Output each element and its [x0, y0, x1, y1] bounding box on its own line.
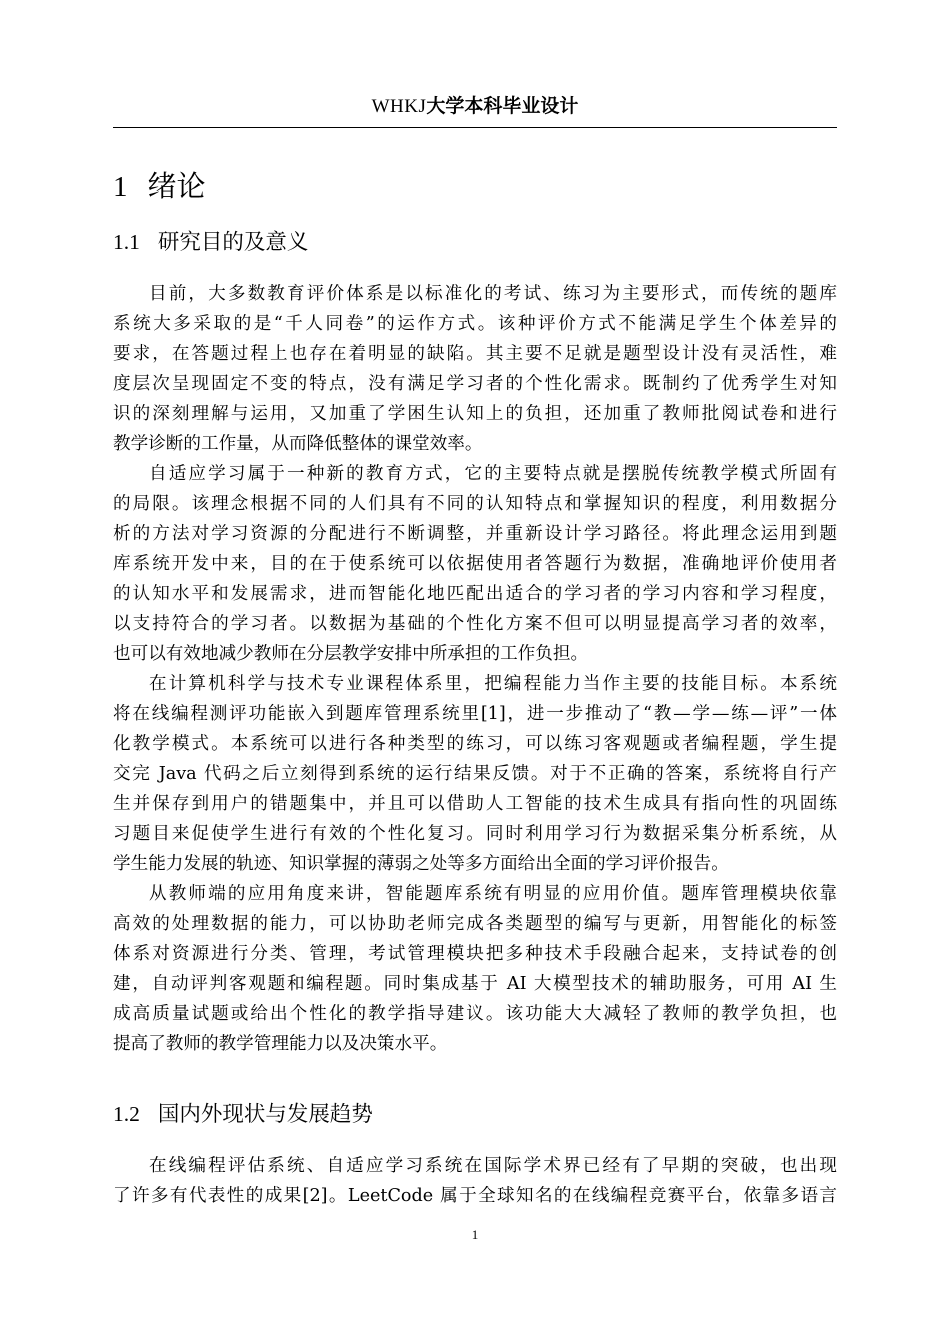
chapter-title: 绪论	[147, 169, 206, 203]
header-rule	[113, 127, 837, 128]
paragraph-line: 识的深刻理解与运用，又加重了学困生认知上的负担，还加重了教师批阅试卷和进行	[113, 404, 837, 424]
paragraph-line: 的认知水平和发展需求，进而智能化地匹配出适合的学习者的学习内容和学习程度，	[113, 584, 837, 604]
paragraph-line: 体系对资源进行分类、管理，考试管理模块把多种技术手段融合起来，支持试卷的创	[113, 944, 837, 964]
chapter-heading	[113, 166, 206, 207]
paragraph-line: 将在线编程测评功能嵌入到题库管理系统里[1]，进一步推动了“教—学—练—评”一体	[113, 704, 837, 724]
running-header	[113, 93, 837, 120]
paragraph-line: 在计算机科学与技术专业课程体系里，把编程能力当作主要的技能目标。本系统	[149, 674, 837, 694]
paragraph-line: 析的方法对学习资源的分配进行不断调整，并重新设计学习路径。将此理念运用到题	[113, 524, 837, 544]
paragraph-line: 教学诊断的工作量，从而降低整体的课堂效率。	[113, 434, 483, 454]
section-number: 1.2	[113, 1102, 140, 1126]
section-heading-1-2	[113, 1099, 373, 1130]
page-number: 1	[471, 1227, 479, 1242]
paragraph	[113, 459, 837, 669]
paragraph-line: 的局限。该理念根据不同的人们具有不同的认知特点和掌握知识的程度，利用数据分	[113, 494, 837, 514]
chapter-number: 1	[113, 171, 128, 203]
paragraph	[113, 669, 837, 879]
paragraph-line: 生并保存到用户的错题集中，并且可以借助人工智能的技术生成具有指向性的巩固练	[113, 794, 837, 814]
paragraph-line: 要求，在答题过程上也存在着明显的缺陷。其主要不足就是题型设计没有灵活性，难	[113, 344, 837, 364]
paragraph-line: 建，自动评判客观题和编程题。同时集成基于 AI 大模型技术的辅助服务，可用 AI 生	[113, 974, 837, 994]
paragraph-line: 从教师端的应用角度来讲，智能题库系统有明显的应用价值。题库管理模块依靠	[149, 884, 837, 904]
section-title: 国内外现状与发展趋势	[157, 1102, 373, 1127]
paragraph-line: 系统大多采取的是“千人同卷”的运作方式。该种评价方式不能满足学生个体差异的	[113, 314, 837, 334]
section-1-2-body	[113, 1151, 837, 1211]
header-latin: WHKJ	[371, 96, 427, 117]
paragraph-line: 习题目来促使学生进行有效的个性化复习。同时利用学习行为数据采集分析系统，从	[113, 824, 837, 844]
section-number: 1.1	[113, 230, 140, 254]
header-title: 大学本科毕业设计	[426, 95, 579, 117]
section-title: 研究目的及意义	[157, 230, 309, 255]
paragraph-line: 目前，大多数教育评价体系是以标准化的考试、练习为主要形式，而传统的题库	[149, 284, 837, 304]
paragraph-line: 化教学模式。本系统可以进行各种类型的练习，可以练习客观题或者编程题，学生提	[113, 734, 837, 754]
paragraph-line: 成高质量试题或给出个性化的教学指导建议。该功能大大减轻了教师的教学负担，也	[113, 1004, 837, 1024]
section-1-1-body	[113, 279, 837, 1059]
paragraph-line: 交完 Java 代码之后立刻得到系统的运行结果反馈。对于不正确的答案，系统将自行产	[113, 764, 837, 784]
paragraph-line: 以支持符合的学习者。以数据为基础的个性化方案不但可以明显提高学习者的效率，	[113, 614, 837, 634]
paragraph-line: 度层次呈现固定不变的特点，没有满足学习者的个性化需求。既制约了优秀学生对知	[113, 374, 837, 394]
paragraph	[113, 1151, 837, 1211]
paragraph	[113, 279, 837, 459]
paragraph-line: 学生能力发展的轨迹、知识掌握的薄弱之处等多方面给出全面的学习评价报告。	[113, 854, 729, 874]
paragraph-line: 库系统开发中来，目的在于使系统可以依据使用者答题行为数据，准确地评价使用者	[113, 554, 837, 574]
paragraph-line: 在线编程评估系统、自适应学习系统在国际学术界已经有了早期的突破，也出现	[149, 1156, 837, 1176]
paragraph-line: 自适应学习属于一种新的教育方式，它的主要特点就是摆脱传统教学模式所固有	[149, 464, 837, 484]
paragraph-line: 了许多有代表性的成果[2]。LeetCode 属于全球知名的在线编程竞赛平台，依靠多语言	[113, 1186, 837, 1206]
paragraph-line: 也可以有效地减少教师在分层教学安排中所承担的工作负担。	[113, 644, 589, 664]
section-heading-1-1	[113, 227, 308, 258]
paragraph-line: 高效的处理数据的能力，可以协助老师完成各类题型的编写与更新，用智能化的标签	[113, 914, 837, 934]
paragraph-line: 提高了教师的教学管理能力以及决策水平。	[113, 1034, 448, 1054]
paragraph	[113, 879, 837, 1059]
